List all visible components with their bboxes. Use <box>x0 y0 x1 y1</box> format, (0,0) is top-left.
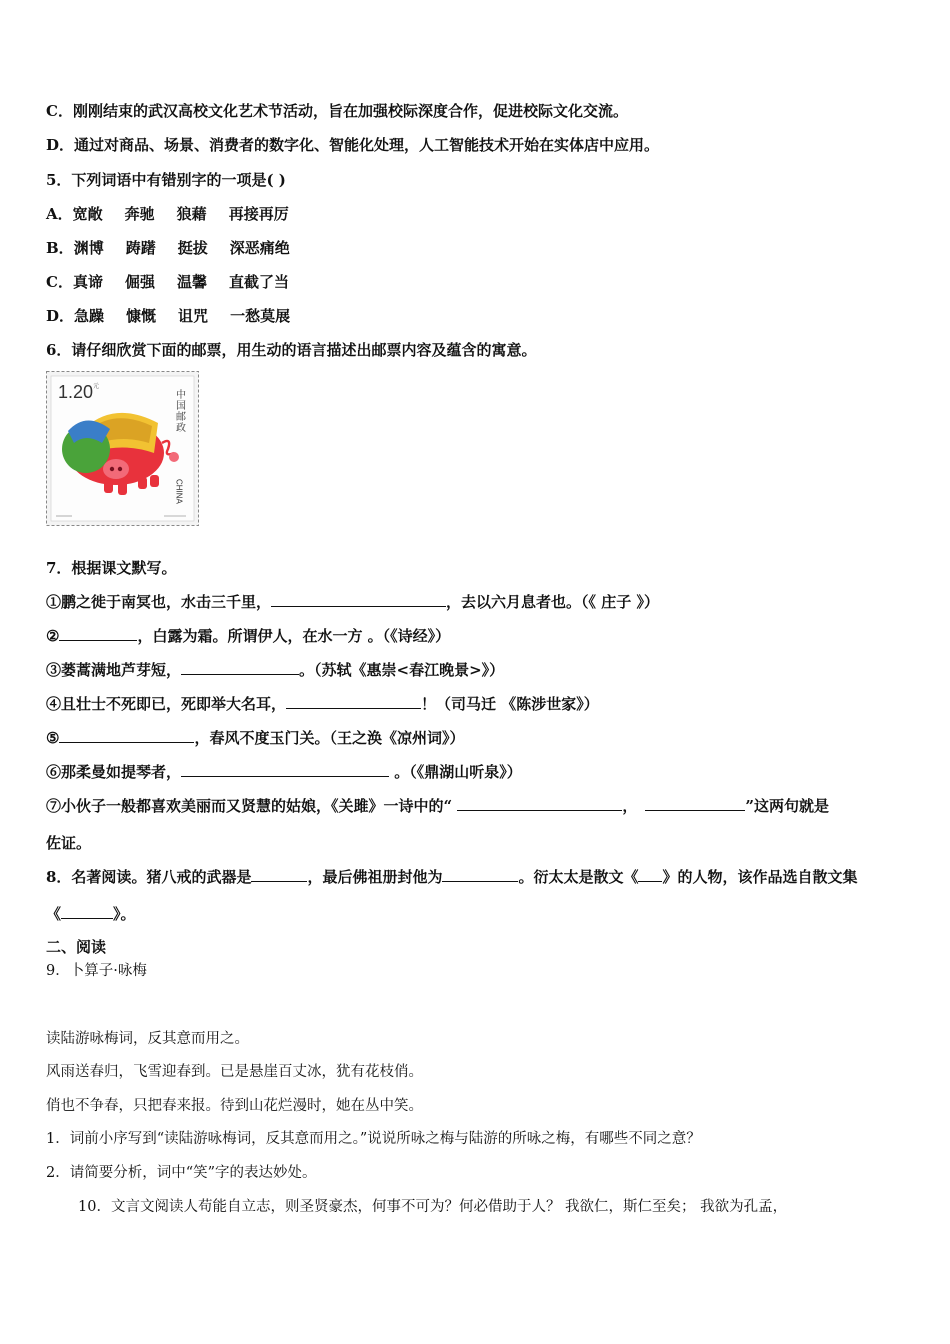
item-text: ①鹏之徙于南冥也，水击三千里， <box>46 593 272 611</box>
q4-option-c <box>46 101 628 121</box>
word: 一愁莫展 <box>230 307 291 325</box>
q7-item-1 <box>46 591 659 612</box>
item-text: ② <box>46 627 60 645</box>
option-label: C． <box>46 273 73 291</box>
pig-stamp-image <box>46 371 199 526</box>
q8-line-2 <box>46 903 136 924</box>
q9-sub-question-1: 1．词前小序写到“读陆游咏梅词，反其意而用之。”说说所咏之梅与陆游的所咏之梅，有哪些不同之意？ <box>46 1131 701 1147</box>
q5-option-a <box>46 204 311 224</box>
stamp-country-en: CHINA <box>174 479 184 504</box>
item-text: ，白露为霜。所谓伊人，在水一方 。（《诗经》） <box>137 627 451 645</box>
item-text: ⑤ <box>46 729 60 747</box>
answer-blank[interactable] <box>251 866 307 882</box>
q8-text: 》的人物，该作品选自散文集 <box>662 868 858 886</box>
option-text: 通过对商品、场景、消费者的数字化、智能化处理，人工智能技术开始在实体店中应用。 <box>74 136 660 154</box>
section-heading: 二、阅读 <box>46 938 107 956</box>
q8-text: 8．名著阅读。猪八戒的武器是 <box>46 868 252 886</box>
option-label: C． <box>46 102 73 120</box>
option-text: 刚刚结束的武汉高校文化艺术节活动，旨在加强校际深度合作，促进校际文化交流。 <box>72 102 628 120</box>
answer-blank[interactable] <box>271 591 446 607</box>
poem-line: 俏也不争春，只把春来报。待到山花烂漫时，她在丛中笑。 <box>46 1098 423 1114</box>
answer-blank[interactable] <box>286 693 421 709</box>
option-label: B． <box>46 239 74 257</box>
stamp-unit: 元 <box>93 384 100 390</box>
item-text: 。（苏轼《惠崇<春江晚景>》） <box>299 661 505 679</box>
word: 倔强 <box>124 273 155 291</box>
stamp-value: 1.20 <box>58 382 94 402</box>
q8-text: 《 <box>46 905 62 923</box>
q6-stem: 6．请仔细欣赏下面的邮票，用生动的语言描述出邮票内容及蕴含的寓意。 <box>46 341 537 359</box>
answer-blank[interactable] <box>638 866 662 882</box>
q5-option-b <box>46 238 312 258</box>
option-label: D． <box>46 136 75 154</box>
q8-text: ，最后佛祖册封他为 <box>307 868 443 886</box>
item-text: ⑦小伙子一般都喜欢美丽而又贤慧的姑娘，《关雎》一诗中的“ <box>46 797 458 815</box>
q7-item-3 <box>46 659 504 680</box>
item-text: ，去以六月息者也。（《 庄子 》） <box>446 593 659 611</box>
poem-line: 读陆游咏梅词，反其意而用之。 <box>46 1031 249 1047</box>
answer-blank[interactable] <box>457 795 622 811</box>
q5-stem: 5．下列词语中有错别字的一项是( ) <box>46 171 286 189</box>
q5-option-c <box>46 272 311 292</box>
q7-item-7 <box>46 795 829 816</box>
answer-blank[interactable] <box>61 903 113 919</box>
item-text: ”这两句就是 <box>745 797 830 815</box>
q4-option-d <box>46 135 659 155</box>
q8-text: 。衍太太是散文《 <box>518 868 639 886</box>
answer-blank[interactable] <box>181 761 389 777</box>
q7-item-5 <box>46 727 464 748</box>
option-label: D． <box>46 307 75 325</box>
word: 再接再厉 <box>228 205 289 223</box>
word: 挺拔 <box>177 239 208 257</box>
answer-blank[interactable] <box>645 795 745 811</box>
q8-text: 》。 <box>113 905 136 923</box>
item-text: ！（司马迁 《陈涉世家》） <box>421 695 599 713</box>
word: 诅咒 <box>178 307 209 325</box>
answer-blank[interactable] <box>181 659 299 675</box>
word: 狼藉 <box>176 205 207 223</box>
q10-text: 10．文言文阅读人苟能自立志，则圣贤豪杰，何事不可为？何必借助于人？ 我欲仁，斯仁至矣； 我欲为孔孟， <box>78 1199 788 1215</box>
q9-sub-question-2: 2．请简要分析，词中“笑”字的表达妙处。 <box>46 1165 317 1181</box>
q8-line-1 <box>46 866 858 887</box>
q7-item-6 <box>46 761 522 782</box>
item-text: ⑥那柔曼如提琴者， <box>46 763 182 781</box>
word: 奔驰 <box>124 205 155 223</box>
q7-item-7-cont: 佐证。 <box>46 834 92 852</box>
q5-option-d <box>46 306 312 326</box>
item-text: ， <box>622 797 638 815</box>
word: 踌躇 <box>125 239 156 257</box>
word: 温馨 <box>176 273 207 291</box>
item-text: ，春风不度玉门关。（王之涣《凉州词》） <box>194 729 465 747</box>
word: 宽敞 <box>72 205 103 223</box>
q7-stem: 7．根据课文默写。 <box>46 559 177 577</box>
answer-blank[interactable] <box>59 727 194 743</box>
q7-item-4 <box>46 693 599 714</box>
q9-title: 9．卜算子·咏梅 <box>46 963 147 979</box>
word: 渊博 <box>73 239 104 257</box>
q7-item-2 <box>46 625 450 646</box>
item-text: 。（《鼎湖山听泉》） <box>389 763 522 781</box>
stamp-country-cn: 中国邮政 <box>173 389 185 433</box>
word: 慷慨 <box>126 307 157 325</box>
option-label: A． <box>46 205 73 223</box>
word: 直截了当 <box>229 273 290 291</box>
word: 真谛 <box>72 273 103 291</box>
poem-line: 风雨送春归，飞雪迎春到。已是悬崖百丈冰，犹有花枝俏。 <box>46 1064 423 1080</box>
word: 急躁 <box>74 307 105 325</box>
item-text: ④且壮士不死即已，死即举大名耳， <box>46 695 287 713</box>
answer-blank[interactable] <box>442 866 518 882</box>
answer-blank[interactable] <box>59 625 137 641</box>
word: 深恶痛绝 <box>229 239 290 257</box>
item-text: ③蒌蒿满地芦芽短， <box>46 661 182 679</box>
